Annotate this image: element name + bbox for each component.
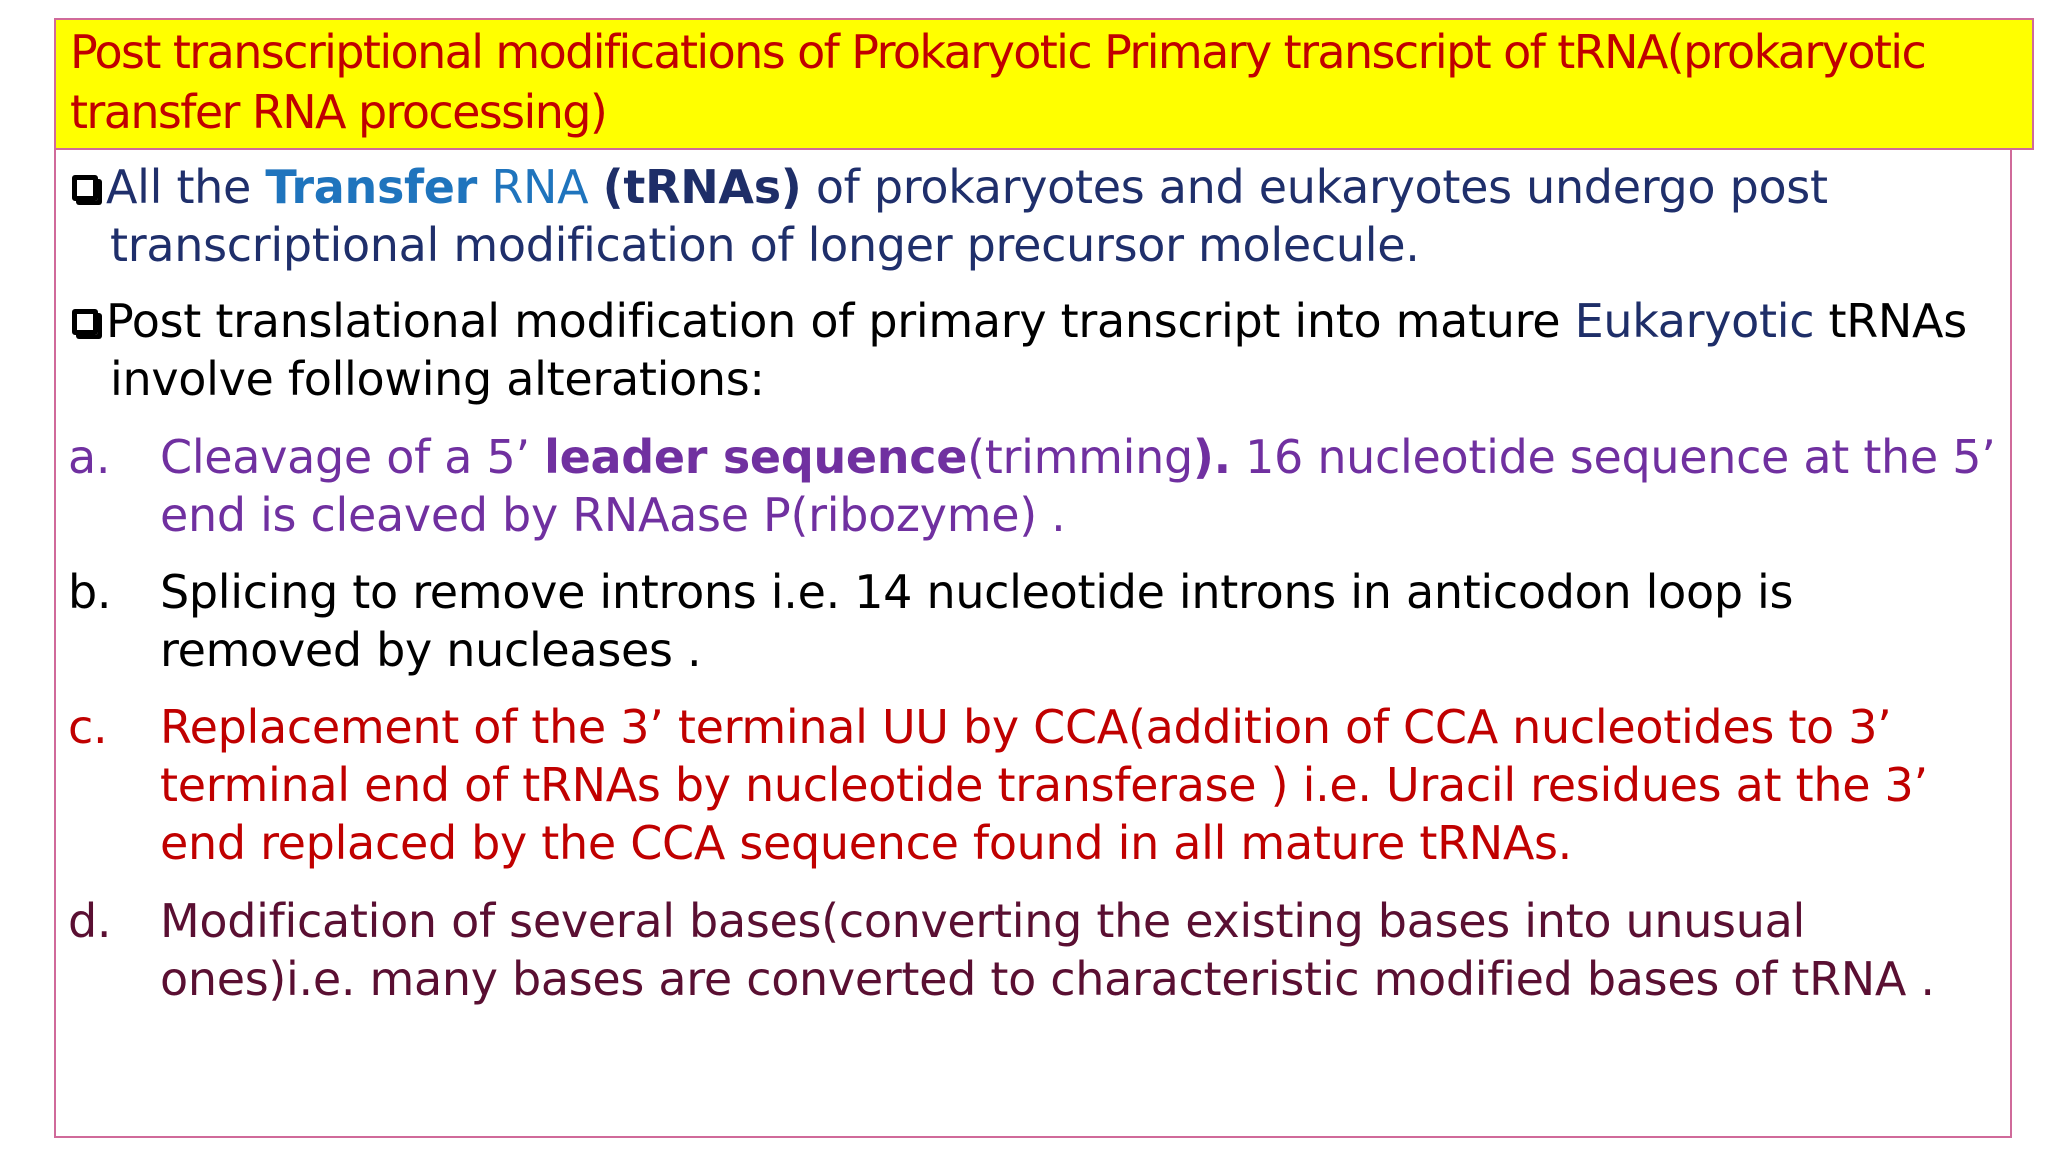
bullet-2-text-a: Post translational modification of primary transcript into mature	[106, 294, 1575, 348]
slide-title: Post transcriptional modifications of Prokaryotic Primary transcript of tRNA(prokaryotic transfer RNA processing)	[54, 18, 2034, 150]
list-item-a-text	[160, 428, 1998, 544]
list-item-d	[68, 892, 1998, 1008]
bullet-2-text-b: tRNAs involve following alterations:	[110, 294, 1967, 406]
list-item-c	[68, 698, 1998, 872]
list-item-d-text: Modification of several bases(converting the existing bases into unusual ones)i.e. many bases are converted to characteristic modified bases of tRNA .	[160, 894, 1935, 1006]
bullet-1-text-b: of prokaryotes and eukaryotes undergo post transcriptional modification of longer precursor molecule.	[110, 160, 1828, 272]
list-item-b	[68, 563, 1998, 679]
bullet-1-trnas: (tRNAs)	[602, 160, 802, 214]
bullet-1-text-a: All the	[106, 160, 266, 214]
item-a-leader-sequence: leader sequence	[544, 430, 968, 484]
list-marker-c: c.	[68, 700, 108, 754]
item-a-part-4: ).	[1192, 430, 1231, 484]
list-marker-b: b.	[68, 565, 112, 619]
bullet-point-2	[72, 292, 2030, 408]
list-item-b-text: Splicing to remove introns i.e. 14 nucleotide introns in anticodon loop is removed by nucleases .	[160, 565, 1794, 677]
checkbox-bullet-icon	[72, 309, 98, 335]
checkbox-bullet-icon	[72, 175, 98, 201]
list-item-a	[68, 428, 1998, 544]
bullet-1-transfer: Transfer	[265, 160, 478, 214]
item-a-part-5: 16 nucleotide sequence at the 5’ end is cleaved by RNAase P(ribozyme) .	[160, 430, 1996, 542]
bullet-1-rna: RNA	[477, 160, 603, 214]
bullet-point-1	[72, 158, 2030, 274]
item-a-part-1: Cleavage of a 5’	[160, 430, 545, 484]
bullet-2-eukaryotic: Eukaryotic	[1574, 294, 1815, 348]
list-marker-a: a.	[68, 430, 111, 484]
list-marker-d: d.	[68, 894, 112, 948]
list-item-c-text: Replacement of the 3’ terminal UU by CCA(addition of CCA nucleotides to 3’ terminal end of tRNAs by nucleotide transferase ) i.e. Uracil residues at the 3’ end replaced by the CCA sequence found in all mature tRNAs.	[160, 700, 1928, 870]
item-a-part-3: (trimming	[967, 430, 1193, 484]
